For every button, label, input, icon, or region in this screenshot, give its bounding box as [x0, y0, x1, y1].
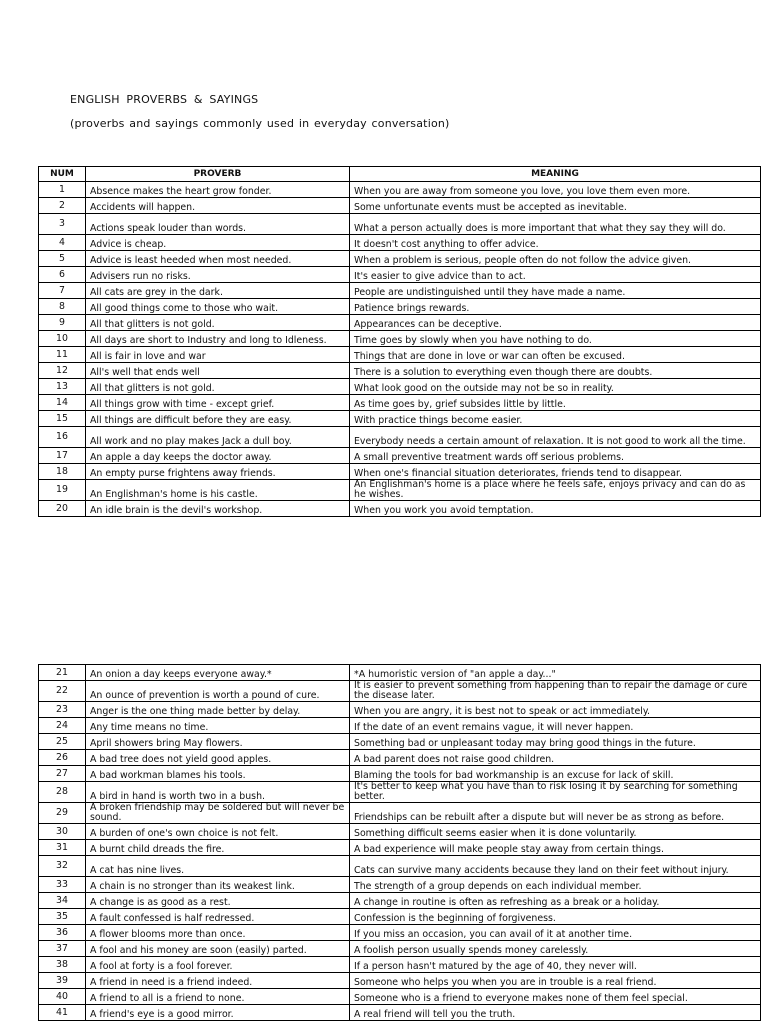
- table-body-part-1: [39, 182, 761, 517]
- table-row: [39, 198, 761, 214]
- proverb-cell: Anger is the one thing made better by delay.: [86, 702, 350, 718]
- table-row: [39, 877, 761, 893]
- table-row: [39, 283, 761, 299]
- proverb-cell: A bad tree does not yield good apples.: [86, 750, 350, 766]
- num-cell: 35: [39, 909, 86, 925]
- table-row: [39, 501, 761, 517]
- meaning-cell: Something difficult seems easier when it is done voluntarily.: [350, 824, 761, 840]
- num-cell: 10: [39, 331, 86, 347]
- num-cell: 2: [39, 198, 86, 214]
- table-row: [39, 1005, 761, 1021]
- table-row: [39, 766, 761, 782]
- table-row: [39, 331, 761, 347]
- table-row: [39, 267, 761, 283]
- meaning-cell: A bad experience will make people stay away from certain things.: [350, 840, 761, 856]
- meaning-cell: Everybody needs a certain amount of relaxation. It is not good to work all the time.: [350, 427, 761, 448]
- meaning-cell: A real friend will tell you the truth.: [350, 1005, 761, 1021]
- meaning-cell: Something bad or unpleasant today may bring good things in the future.: [350, 734, 761, 750]
- proverb-cell: An apple a day keeps the doctor away.: [86, 448, 350, 464]
- meaning-cell: *A humoristic version of "an apple a day...": [350, 665, 761, 681]
- proverb-cell: An idle brain is the devil's workshop.: [86, 501, 350, 517]
- num-cell: 34: [39, 893, 86, 909]
- proverb-cell: Advice is least heeded when most needed.: [86, 251, 350, 267]
- meaning-cell: When you are angry, it is best not to speak or act immediately.: [350, 702, 761, 718]
- num-cell: 16: [39, 427, 86, 448]
- table-row: [39, 214, 761, 235]
- num-cell: 20: [39, 501, 86, 517]
- table-row: [39, 856, 761, 877]
- meaning-cell: Confession is the beginning of forgiveness.: [350, 909, 761, 925]
- meaning-cell: A bad parent does not raise good children.: [350, 750, 761, 766]
- proverb-cell: A fault confessed is half redressed.: [86, 909, 350, 925]
- table-row: [39, 182, 761, 198]
- meaning-cell: Friendships can be rebuilt after a dispute but will never be as strong as before.: [350, 803, 761, 824]
- meaning-cell: An Englishman's home is a place where he feels safe, enjoys privacy and can do as he wishes.: [350, 480, 761, 501]
- meaning-cell: People are undistinguished until they have made a name.: [350, 283, 761, 299]
- proverb-cell: All is fair in love and war: [86, 347, 350, 363]
- meaning-cell: It's easier to give advice than to act.: [350, 267, 761, 283]
- table-row: [39, 395, 761, 411]
- meaning-cell: A small preventive treatment wards off serious problems.: [350, 448, 761, 464]
- num-cell: 41: [39, 1005, 86, 1021]
- table-row: [39, 299, 761, 315]
- table-row: [39, 363, 761, 379]
- num-cell: 15: [39, 411, 86, 427]
- num-cell: 24: [39, 718, 86, 734]
- num-cell: 26: [39, 750, 86, 766]
- num-cell: 38: [39, 957, 86, 973]
- table-row: [39, 957, 761, 973]
- table-row: [39, 665, 761, 681]
- column-header-num: NUM: [39, 167, 86, 182]
- table-row: [39, 803, 761, 824]
- proverb-cell: All cats are grey in the dark.: [86, 283, 350, 299]
- meaning-cell: With practice things become easier.: [350, 411, 761, 427]
- table-row: [39, 411, 761, 427]
- table-row: [39, 379, 761, 395]
- meaning-cell: Some unfortunate events must be accepted as inevitable.: [350, 198, 761, 214]
- meaning-cell: What a person actually does is more important that what they say they will do.: [350, 214, 761, 235]
- proverb-cell: Absence makes the heart grow fonder.: [86, 182, 350, 198]
- meaning-cell: Someone who helps you when you are in trouble is a real friend.: [350, 973, 761, 989]
- num-cell: 29: [39, 803, 86, 824]
- proverb-cell: Advice is cheap.: [86, 235, 350, 251]
- num-cell: 37: [39, 941, 86, 957]
- table-row: [39, 702, 761, 718]
- num-cell: 9: [39, 315, 86, 331]
- proverb-cell: A burden of one's own choice is not felt.: [86, 824, 350, 840]
- proverb-cell: A friend in need is a friend indeed.: [86, 973, 350, 989]
- table-row: [39, 718, 761, 734]
- table-row: [39, 235, 761, 251]
- proverb-cell: A cat has nine lives.: [86, 856, 350, 877]
- proverb-cell: A friend to all is a friend to none.: [86, 989, 350, 1005]
- meaning-cell: When a problem is serious, people often do not follow the advice given.: [350, 251, 761, 267]
- num-cell: 8: [39, 299, 86, 315]
- document-subtitle: (proverbs and sayings commonly used in everyday conversation): [70, 117, 450, 130]
- proverb-cell: All good things come to those who wait.: [86, 299, 350, 315]
- num-cell: 40: [39, 989, 86, 1005]
- num-cell: 13: [39, 379, 86, 395]
- table-row: [39, 824, 761, 840]
- proverb-cell: A fool at forty is a fool forever.: [86, 957, 350, 973]
- table-row: [39, 973, 761, 989]
- proverb-cell: April showers bring May flowers.: [86, 734, 350, 750]
- table-row: [39, 251, 761, 267]
- num-cell: 32: [39, 856, 86, 877]
- num-cell: 25: [39, 734, 86, 750]
- meaning-cell: Blaming the tools for bad workmanship is an excuse for lack of skill.: [350, 766, 761, 782]
- num-cell: 39: [39, 973, 86, 989]
- num-cell: 36: [39, 925, 86, 941]
- proverbs-table-part-1: [38, 166, 761, 517]
- proverb-cell: A change is as good as a rest.: [86, 893, 350, 909]
- table-row: [39, 750, 761, 766]
- proverb-cell: Accidents will happen.: [86, 198, 350, 214]
- meaning-cell: If a person hasn't matured by the age of 40, they never will.: [350, 957, 761, 973]
- num-cell: 4: [39, 235, 86, 251]
- table-row: [39, 925, 761, 941]
- column-header-meaning: MEANING: [350, 167, 761, 182]
- proverbs-table-part-2: [38, 664, 761, 1021]
- table-row: [39, 681, 761, 702]
- table-row: [39, 734, 761, 750]
- table-row: [39, 480, 761, 501]
- meaning-cell: If you miss an occasion, you can avail of it at another time.: [350, 925, 761, 941]
- num-cell: 27: [39, 766, 86, 782]
- proverb-cell: A bad workman blames his tools.: [86, 766, 350, 782]
- proverb-cell: A broken friendship may be soldered but will never be sound.: [86, 803, 350, 824]
- document-title: ENGLISH PROVERBS & SAYINGS: [70, 93, 259, 106]
- meaning-cell: Someone who is a friend to everyone makes none of them feel special.: [350, 989, 761, 1005]
- num-cell: 21: [39, 665, 86, 681]
- proverb-cell: All things are difficult before they are easy.: [86, 411, 350, 427]
- meaning-cell: If the date of an event remains vague, it will never happen.: [350, 718, 761, 734]
- num-cell: 28: [39, 782, 86, 803]
- proverb-cell: A fool and his money are soon (easily) parted.: [86, 941, 350, 957]
- meaning-cell: Time goes by slowly when you have nothing to do.: [350, 331, 761, 347]
- table-row: [39, 315, 761, 331]
- table-row: [39, 909, 761, 925]
- num-cell: 17: [39, 448, 86, 464]
- proverb-cell: Any time means no time.: [86, 718, 350, 734]
- proverb-cell: All that glitters is not gold.: [86, 315, 350, 331]
- meaning-cell: There is a solution to everything even though there are doubts.: [350, 363, 761, 379]
- table-header-row: [39, 167, 761, 182]
- meaning-cell: What look good on the outside may not be so in reality.: [350, 379, 761, 395]
- proverb-cell: All work and no play makes Jack a dull boy.: [86, 427, 350, 448]
- proverb-cell: A bird in hand is worth two in a bush.: [86, 782, 350, 803]
- proverb-cell: An empty purse frightens away friends.: [86, 464, 350, 480]
- meaning-cell: It doesn't cost anything to offer advice.: [350, 235, 761, 251]
- proverb-cell: All things grow with time - except grief.: [86, 395, 350, 411]
- num-cell: 14: [39, 395, 86, 411]
- num-cell: 22: [39, 681, 86, 702]
- proverb-cell: Advisers run no risks.: [86, 267, 350, 283]
- proverb-cell: All's well that ends well: [86, 363, 350, 379]
- meaning-cell: It is easier to prevent something from happening than to repair the damage or cure the disease later.: [350, 681, 761, 702]
- num-cell: 3: [39, 214, 86, 235]
- meaning-cell: When you are away from someone you love, you love them even more.: [350, 182, 761, 198]
- num-cell: 5: [39, 251, 86, 267]
- meaning-cell: Patience brings rewards.: [350, 299, 761, 315]
- meaning-cell: When one's financial situation deteriorates, friends tend to disappear.: [350, 464, 761, 480]
- num-cell: 11: [39, 347, 86, 363]
- meaning-cell: When you work you avoid temptation.: [350, 501, 761, 517]
- meaning-cell: It's better to keep what you have than to risk losing it by searching for something better.: [350, 782, 761, 803]
- num-cell: 7: [39, 283, 86, 299]
- meaning-cell: A change in routine is often as refreshing as a break or a holiday.: [350, 893, 761, 909]
- table-row: [39, 782, 761, 803]
- proverb-cell: All that glitters is not gold.: [86, 379, 350, 395]
- column-header-proverb: PROVERB: [86, 167, 350, 182]
- proverb-cell: A friend's eye is a good mirror.: [86, 1005, 350, 1021]
- table-row: [39, 427, 761, 448]
- proverb-cell: A burnt child dreads the fire.: [86, 840, 350, 856]
- meaning-cell: Appearances can be deceptive.: [350, 315, 761, 331]
- proverb-cell: All days are short to Industry and long to Idleness.: [86, 331, 350, 347]
- meaning-cell: The strength of a group depends on each individual member.: [350, 877, 761, 893]
- num-cell: 23: [39, 702, 86, 718]
- table-row: [39, 941, 761, 957]
- proverb-cell: A chain is no stronger than its weakest link.: [86, 877, 350, 893]
- proverb-cell: Actions speak louder than words.: [86, 214, 350, 235]
- table-row: [39, 448, 761, 464]
- table-row: [39, 840, 761, 856]
- num-cell: 31: [39, 840, 86, 856]
- num-cell: 30: [39, 824, 86, 840]
- num-cell: 33: [39, 877, 86, 893]
- meaning-cell: Things that are done in love or war can often be excused.: [350, 347, 761, 363]
- proverb-cell: A flower blooms more than once.: [86, 925, 350, 941]
- meaning-cell: Cats can survive many accidents because they land on their feet without injury.: [350, 856, 761, 877]
- proverb-cell: An Englishman's home is his castle.: [86, 480, 350, 501]
- num-cell: 19: [39, 480, 86, 501]
- proverb-cell: An ounce of prevention is worth a pound of cure.: [86, 681, 350, 702]
- table-row: [39, 989, 761, 1005]
- meaning-cell: As time goes by, grief subsides little by little.: [350, 395, 761, 411]
- num-cell: 1: [39, 182, 86, 198]
- num-cell: 18: [39, 464, 86, 480]
- meaning-cell: A foolish person usually spends money carelessly.: [350, 941, 761, 957]
- proverb-cell: An onion a day keeps everyone away.*: [86, 665, 350, 681]
- num-cell: 6: [39, 267, 86, 283]
- table-body-part-2: [39, 665, 761, 1021]
- num-cell: 12: [39, 363, 86, 379]
- table-row: [39, 893, 761, 909]
- table-row: [39, 347, 761, 363]
- table-row: [39, 464, 761, 480]
